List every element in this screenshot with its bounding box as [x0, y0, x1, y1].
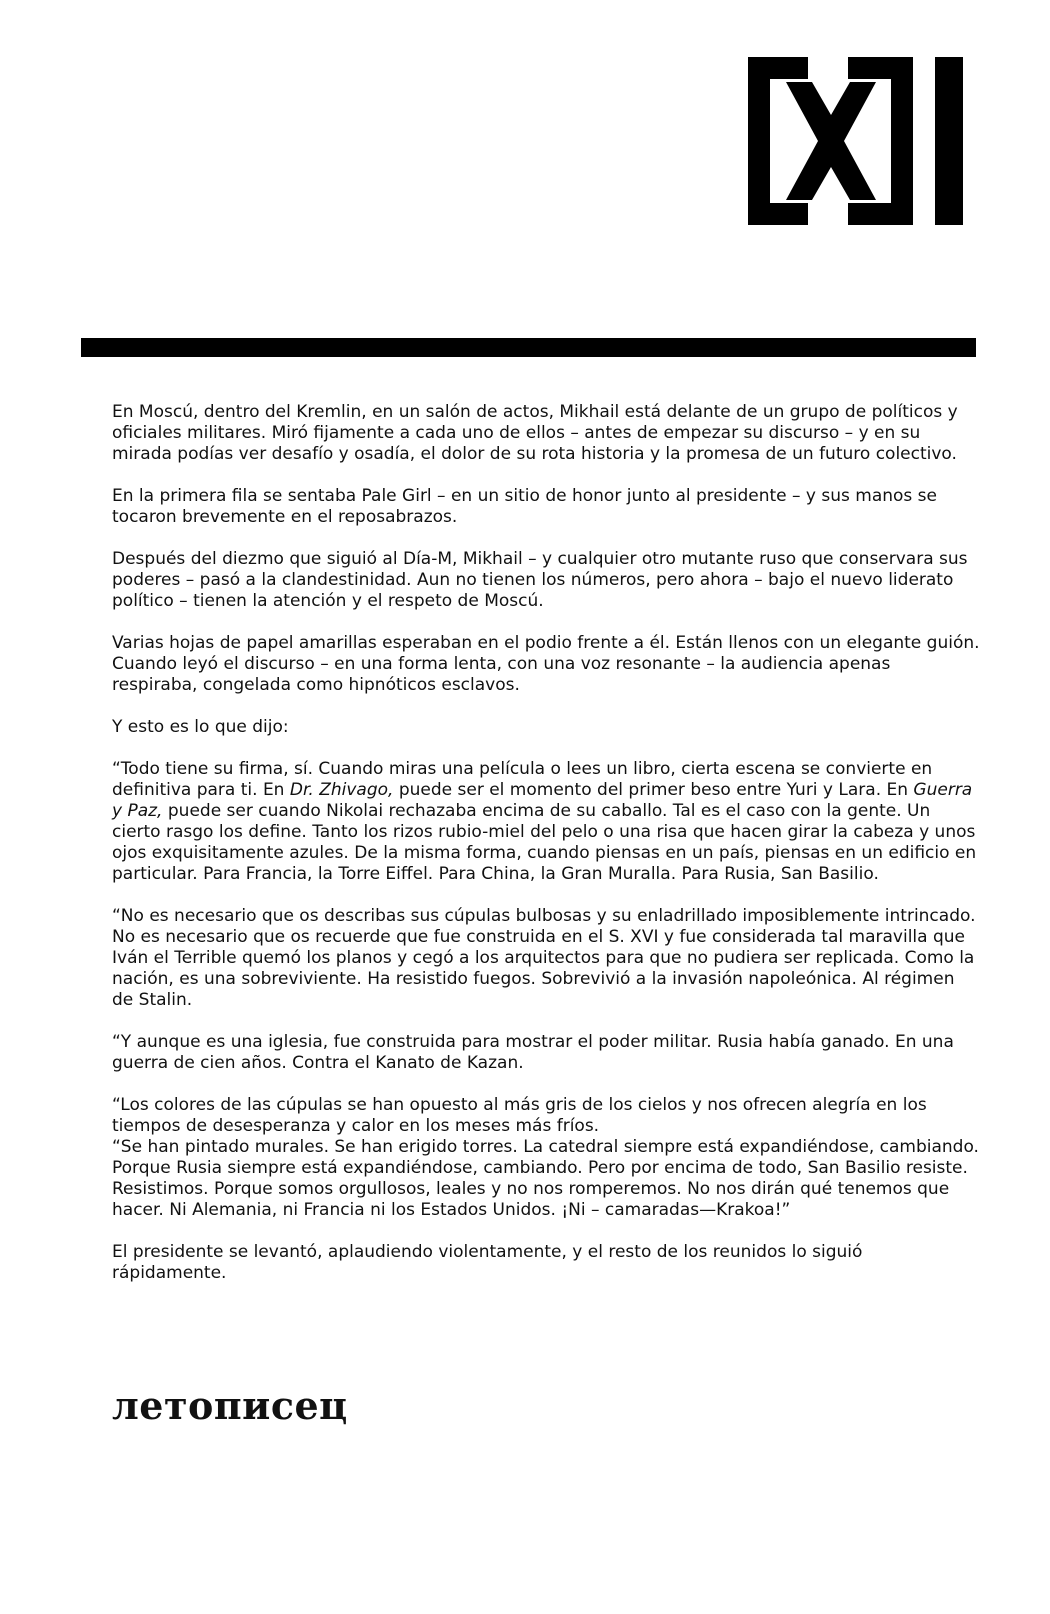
- book-title: Guerra y Paz,: [112, 780, 973, 821]
- paragraph-pale-girl: En la primera fila se sentaba Pale Girl – en un sitio de honor junto al presidente – y sus manos se tocaron brevemente en el reposabrazos.: [112, 486, 937, 527]
- paragraph-closing: El presidente se levantó, aplaudiendo violentamente, y el resto de los reunidos lo siguió rápidamente.: [112, 1242, 863, 1283]
- paragraph-quote-military: “Y aunque es una iglesia, fue construida para mostrar el poder militar. Rusia había ganado. En una guerra de cien años. Contra el Kanato de Kazan.: [112, 1032, 954, 1073]
- header-divider-bar: [81, 338, 976, 357]
- paragraph-quote-colors: “Los colores de las cúpulas se han opuesto al más gris de los cielos y nos ofrecen alegría en los tiempos de desesperanza y calor en los meses más fríos.: [112, 1095, 927, 1136]
- paragraph-quote-signature: [112, 759, 980, 885]
- paragraph-quote-domes: “No es necesario que os describas sus cúpulas bulbosas y su enladrillado imposiblemente intrincado. No es necesario que os recuerde que fue construida en el S. XVI y fue considerada tal maravilla que Iván el Terrible quemó los planos y cegó a los arquitectos para que no pudiera ser replicada. Como la nación, es una sobreviviente. Ha resistido fuegos. Sobrevivió a la invasión napoleónica. Al régimen de Stalin.: [112, 906, 976, 1010]
- paragraph-m-day: Después del diezmo que siguió al Día-M, Mikhail – y cualquier otro mutante ruso que conservara sus poderes – pasó a la clandestinidad. Aun no tienen los números, pero ahora – bajo el nuevo liderato político – tienen la atención y el respeto de Moscú.: [112, 549, 968, 611]
- x-men-logo-icon: [748, 57, 963, 225]
- paragraph-speech-intro: Y esto es lo que dijo:: [112, 717, 289, 737]
- paragraph-quote-murals: “Se han pintado murales. Se han erigido torres. La catedral siempre está expandiéndose, cambiando. Porque Rusia siempre está expandiéndose, cambiando. Pero por encima de todo, San Basilio resiste. Resistimos. Porque somos orgullosos, leales y no nos romperemos. No nos dirán qué tenemos que hacer. Ni Alemania, ni Francia ni los Estados Unidos. ¡Ni – camaradas—Krakoa!”: [112, 1137, 979, 1220]
- paragraph-podium: Varias hojas de papel amarillas esperaban en el podio frente a él. Están llenos con un elegante guión. Cuando leyó el discurso – en una forma lenta, con una voz resonante – la audiencia apenas respiraba, congelada como hipnóticos esclavos.: [112, 633, 980, 695]
- paragraph-intro: En Moscú, dentro del Kremlin, en un salón de actos, Mikhail está delante de un grupo de políticos y oficiales militares. Miró fijamente a cada uno de ellos – antes de empezar su discurso – y en su mirada podías ver desafío y osadía, el dolor de su rota historia y la promesa de un futuro colectivo.: [112, 402, 958, 464]
- signature: летописец: [112, 1383, 348, 1428]
- quote-text: puede ser cuando Nikolai rechazaba encima de su caballo. Tal es el caso con la gente. Un cierto rasgo los define. Tanto los rizos rubio-miel del pelo o una risa que hacen girar la cabeza y unos ojos exquisitamente azules. De la misma forma, cuando piensas en un país, piensas en un edificio en particular. Para Francia, la Torre Eiffel. Para China, la Gran Muralla. Para Rusia, San Basilio.: [112, 801, 977, 884]
- book-title: Dr. Zhivago,: [289, 780, 394, 800]
- quote-text: puede ser el momento del primer beso entre Yuri y Lara. En: [393, 780, 914, 800]
- quote-text: “Todo tiene su firma, sí. Cuando miras una película o lees un libro, cierta escena se convierte en definitiva para ti. En: [112, 759, 933, 800]
- article-body: [112, 402, 980, 1305]
